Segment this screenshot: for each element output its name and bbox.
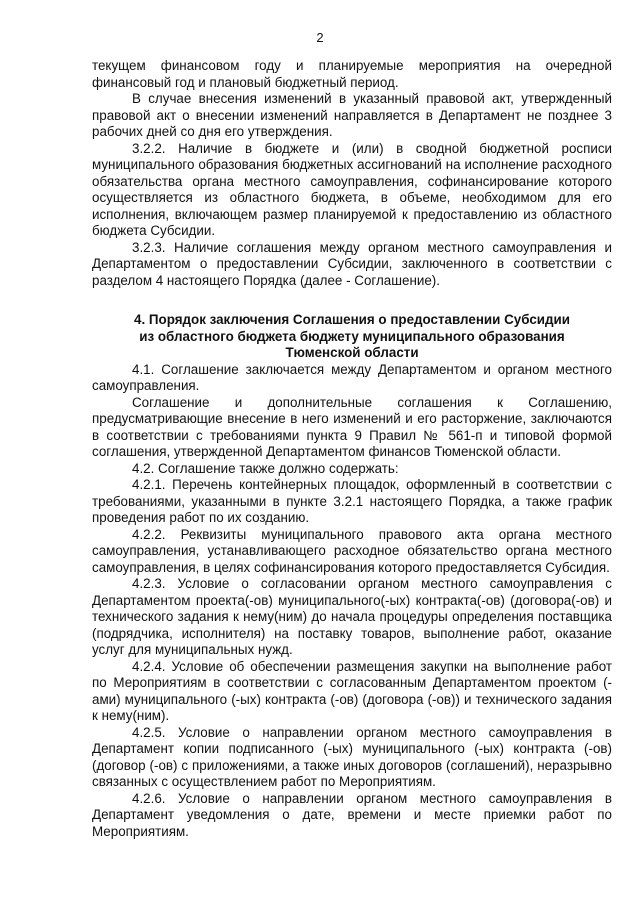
section-title-line: из областного бюджета бюджету муниципального образования [139,328,565,344]
paragraph: Соглашение и дополнительные соглашения к Соглашению, предусматривающие внесение в него изменений и его расторжение, заключаются в соответствии с требованиями пункта 9 Правил № 561-п и типовой формой соглашения, утвержденной Департаментом финансов Тюменской области. [92,394,612,459]
section-title-line: Тюменской области [285,345,419,360]
page-number: 2 [316,30,324,45]
paragraph: В случае внесения изменений в указанный правовой акт, утвержденный правовой акт о внесении изменений направляется в Департамент не позднее 3 рабочих дней со дня его утверждения. [92,91,612,139]
section-title [92,312,612,362]
paragraph: 4.2.5. Условие о направлении органом местного самоуправления в Департамент копии подписанного (-ых) муниципального (-ых) контракта (-ов) (договор (-ов) с приложениями, а также иных договоров (соглашений), неразрывно связанных с осуществлением работ по Мероприятиям. [92,724,612,789]
paragraph: 4.2.3. Условие о согласовании органом местного самоуправления с Департаментом проекта(-ов) муниципального(-ых) контракта(-ов) (договора(-ов) и технического задания к нему(ним) до начала процедуры определения поставщика (подрядчика, исполнителя) на поставку товаров, выполнение работ, оказание услуг для муниципальных нужд. [92,576,612,657]
document-body [92,58,612,840]
paragraph: 4.2. Соглашение также должно содержать: [132,460,399,476]
paragraph: 3.2.3. Наличие соглашения между органом местного самоуправления и Департаментом о предоставлении Субсидии, заключенного в соответствии с разделом 4 настоящего Порядка (далее - Соглашение). [92,239,612,288]
paragraph: 4.2.2. Реквизиты муниципального правового акта органа местного самоуправления, устанавливающего расходное обязательство органа местного самоуправления, в целях софинансирования которого предоставляется Субсидия. [92,526,612,575]
paragraph: 4.2.1. Перечень контейнерных площадок, оформленный в соответствии с требованиями, указанными в пункте 3.2.1 настоящего Порядка, а также график проведения работ по их созданию. [92,477,612,525]
paragraphs-before-section [92,58,612,289]
paragraph: 4.2.6. Условие о направлении органом местного самоуправления в Департамент уведомления о дате, времени и месте приемки работ по Мероприятиям. [92,790,612,839]
paragraphs-after-section [92,362,612,841]
paragraph: текущем финансовом году и планируемые мероприятия на очередной финансовый год и плановый бюджетный период. [92,58,612,90]
paragraph: 3.2.2. Наличие в бюджете и (или) в сводной бюджетной росписи муниципального образования бюджетных ассигнований на исполнение расходного обязательства органа местного самоуправления, софинансирование которого осуществляется из областного бюджета, в объеме, необходимом для его исполнения, включающем размер планируемой к предоставлению из областного бюджета Субсидии. [92,140,612,238]
paragraph: 4.2.4. Условие об обеспечении размещения закупки на выполнение работ по Мероприятиям в соответствии с согласованным Департаментом проектом (-ами) муниципального (-ых) контракта (-ов) (договора (-ов)) и технического задания к нему(ним). [92,658,612,723]
section-title-line: 4. Порядок заключения Соглашения о предоставлении Субсидии [134,312,570,327]
paragraph: 4.1. Соглашение заключается между Департаментом и органом местного самоуправления. [92,361,612,393]
